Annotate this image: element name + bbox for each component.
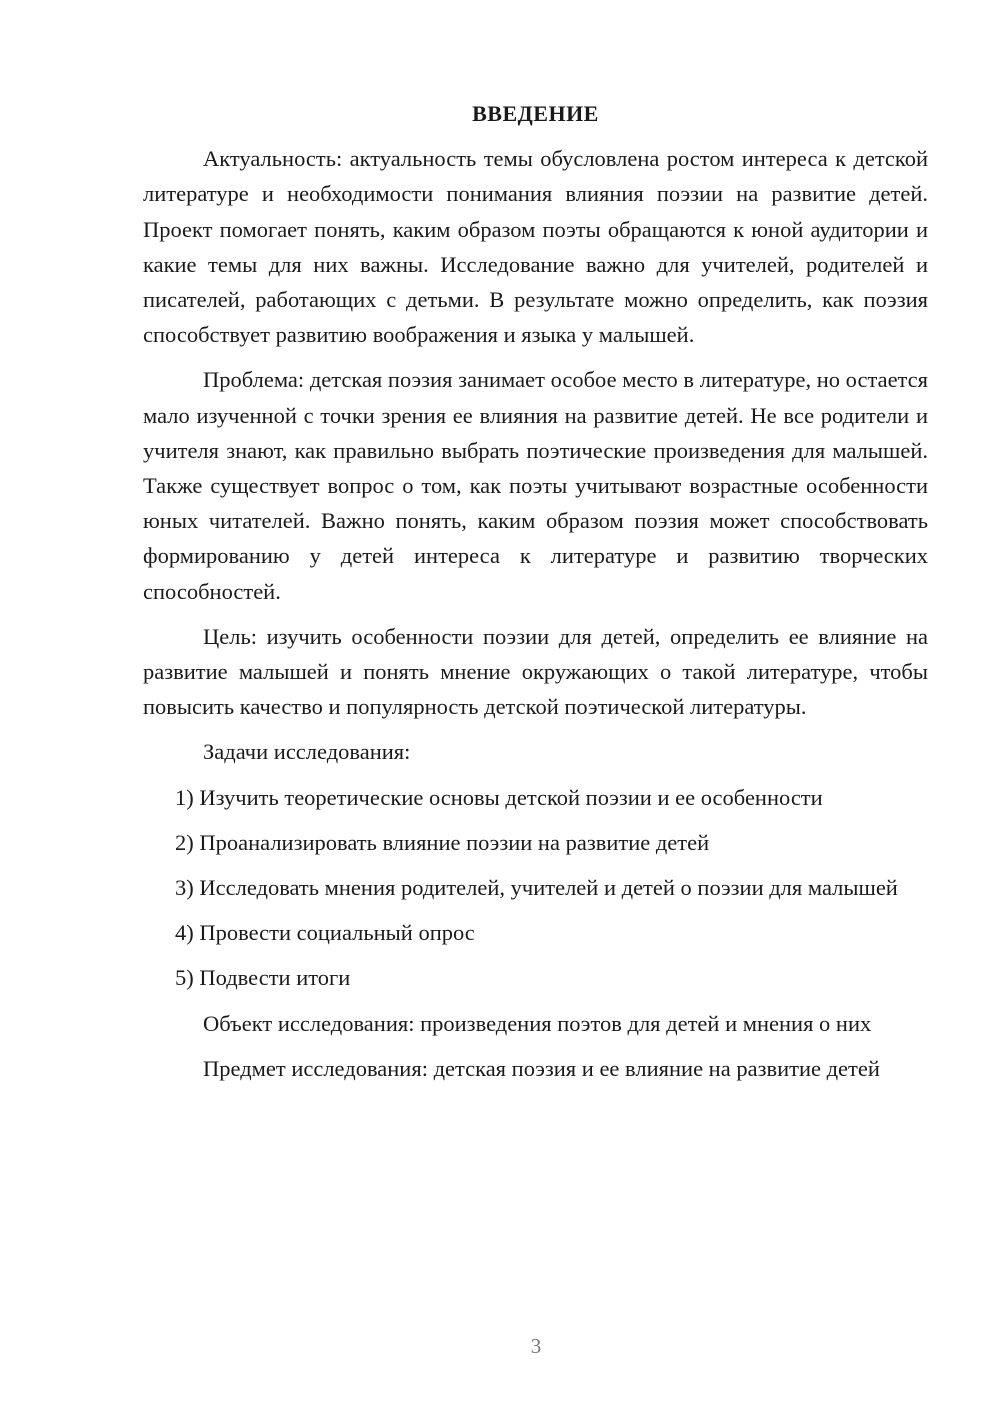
problem-paragraph: Проблема: детская поэзия занимает особое место в литературе, но остается мало изученной с точки зрения ее влияния на развитие детей. Не все родители и учителя знают, как правильно выбрать поэтические произведения для малышей. Также существует вопрос о том, как поэты учитывают возрастные особенности юных читателей. Важно понять, каким образом поэзия может способствовать формированию у детей интереса к литературе и развитию творческих способностей.	[143, 367, 928, 604]
page-number: 3	[530, 1334, 542, 1358]
task-item: 5) Подвести итоги	[175, 965, 351, 991]
task-item: 1) Изучить теоретические основы детской поэзии и ее особенности	[175, 784, 823, 810]
task-item: 2) Проанализировать влияние поэзии на развитие детей	[175, 829, 710, 855]
page-content	[143, 96, 928, 1096]
task-item: 3) Исследовать мнения родителей, учителей и детей о поэзии для малышей	[175, 875, 898, 901]
object-paragraph: Объект исследования: произведения поэтов для детей и мнения о них	[203, 1010, 872, 1036]
task-item: 4) Провести социальный опрос	[175, 920, 475, 946]
goal-paragraph: Цель: изучить особенности поэзии для детей, определить ее влияние на развитие малышей и понять мнение окружающих о такой литературе, чтобы повысить качество и популярность детской поэтической литературы.	[143, 623, 928, 720]
section-title: ВВЕДЕНИЕ	[472, 101, 599, 126]
relevance-paragraph: Актуальность: актуальность темы обусловлена ростом интереса к детской литературе и необходимости понимания влияния поэзии на развитие детей. Проект помогает понять, каким образом поэты обращаются к юной аудитории и какие темы для них важны. Исследование важно для учителей, родителей и писателей, работающих с детьми. В результате можно определить, как поэзия способствует развитию воображения и языка у малышей.	[143, 146, 928, 348]
subject-paragraph: Предмет исследования: детская поэзия и ее влияние на развитие детей	[203, 1055, 880, 1081]
tasks-heading: Задачи исследования:	[203, 739, 411, 765]
